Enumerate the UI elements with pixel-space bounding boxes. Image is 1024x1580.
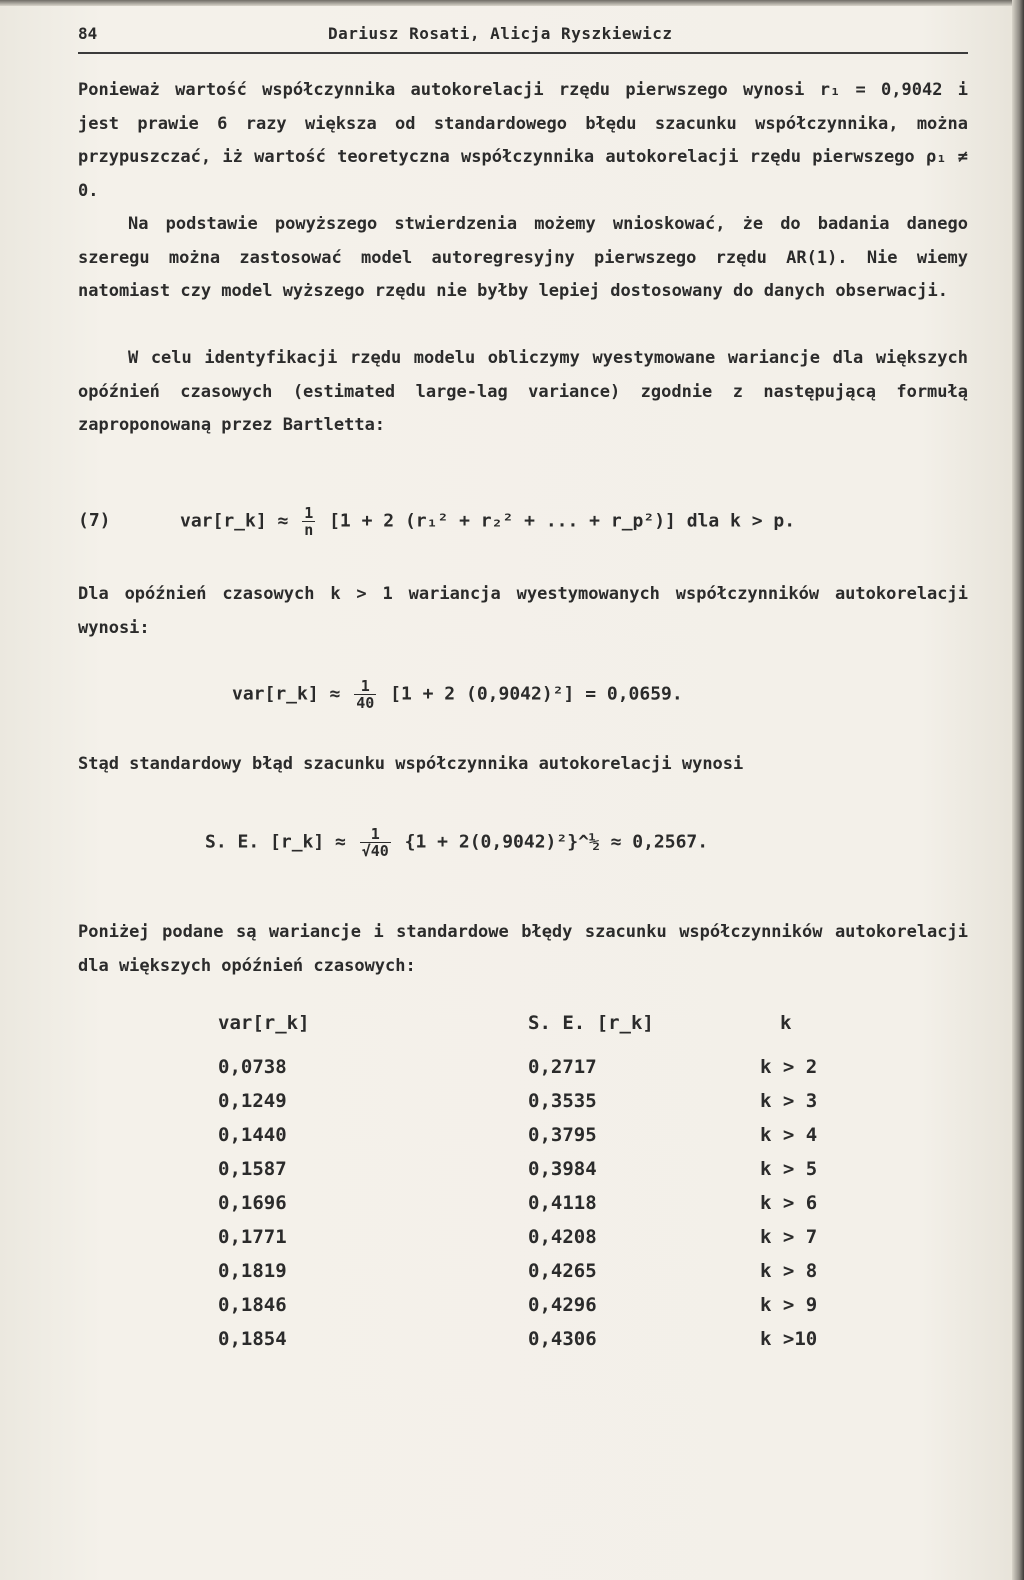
equation-7-fraction	[302, 505, 315, 538]
equation-7-numerator: 1	[304, 504, 314, 522]
paragraph-2: Na podstawie powyższego stwierdzenia możemy wnioskować, że do badania danego szeregu można zastosować model autoregresyjny pierwszego rzędu AR(1). Nie wiemy natomiast czy model wyższego rzędu nie byłby lepiej dostosowany do danych obserwacji.	[78, 214, 968, 301]
paragraph-1: Ponieważ wartość współczynnika autokorelacji rzędu pierwszego wynosi r₁ = 0,9042 i jest prawie 6 razy większa od standardowego błędu szacunku współczynnika, można przypuszczać, iż wartość teoretyczna współczynnika autokorelacji rzędu pierwszego ρ₁ ≠ 0.	[78, 80, 968, 201]
equation-7-label: (7)	[78, 510, 111, 531]
table-cell-k: k > 6	[760, 1192, 818, 1214]
table-header-k: k	[780, 1012, 792, 1034]
table-cell-standard-error: 0,4118	[528, 1192, 597, 1214]
paragraph-4: Dla opóźnień czasowych k > 1 wariancja wyestymowanych współczynników autokorelacji wynosi:	[78, 584, 968, 638]
equation-se-fraction	[360, 826, 391, 859]
equation-7-lhs: var[r_k] ≈	[180, 510, 289, 532]
table-cell-k: k > 2	[760, 1056, 818, 1078]
page-number: 84	[78, 24, 98, 43]
table-cell-k: k > 4	[760, 1124, 818, 1146]
table-header-standard-error: S. E. [r_k]	[528, 1012, 654, 1034]
page-right-edge	[1012, 0, 1024, 1580]
header-authors: Dariusz Rosati, Alicja Ryszkiewicz	[328, 24, 673, 43]
equation-variance-numerator: 1	[354, 678, 376, 695]
paragraph-3: W celu identyfikacji rzędu modelu obliczymy wyestymowane wariancje dla większych opóźnień czasowych (estimated large-lag variance) zgodnie z następującą formułą zaproponowaną przez Bartletta:	[78, 348, 968, 435]
table-cell-standard-error: 0,2717	[528, 1056, 597, 1078]
equation-se-numerator: 1	[360, 826, 391, 843]
equation-variance-fraction	[354, 678, 376, 711]
table-cell-variance: 0,1249	[218, 1090, 287, 1112]
table-header-variance: var[r_k]	[218, 1012, 310, 1034]
table-cell-variance: 0,1696	[218, 1192, 287, 1214]
equation-7-denominator: n	[304, 521, 314, 539]
equation-se-denominator: √40	[361, 842, 389, 860]
paragraph-5: Stąd standardowy błąd szacunku współczynnika autokorelacji wynosi	[78, 754, 744, 774]
table-cell-standard-error: 0,3984	[528, 1158, 597, 1180]
table-cell-standard-error: 0,3535	[528, 1090, 597, 1112]
page-top-edge	[0, 0, 1024, 6]
table-cell-standard-error: 0,4296	[528, 1294, 597, 1316]
equation-se-lhs: S. E. [r_k] ≈	[205, 831, 346, 853]
equation-variance-denominator: 40	[356, 694, 375, 712]
table-cell-k: k > 7	[760, 1226, 818, 1248]
equation-se-rhs: {1 + 2(0,9042)²}^½ ≈ 0,2567.	[404, 831, 709, 853]
table-cell-k: k > 3	[760, 1090, 818, 1112]
table-cell-variance: 0,1587	[218, 1158, 287, 1180]
table-cell-k: k > 5	[760, 1158, 818, 1180]
paragraph-6: Poniżej podane są wariancje i standardowe błędy szacunku współczynników autokorelacji dla większych opóźnień czasowych:	[78, 922, 968, 976]
table-cell-k: k > 8	[760, 1260, 818, 1282]
table-cell-variance: 0,1854	[218, 1328, 287, 1350]
equation-variance	[232, 678, 683, 711]
table-cell-standard-error: 0,4265	[528, 1260, 597, 1282]
equation-variance-rhs: [1 + 2 (0,9042)²] = 0,0659.	[390, 683, 683, 705]
table-cell-variance: 0,1846	[218, 1294, 287, 1316]
equation-standard-error	[205, 826, 708, 859]
table-cell-k: k >10	[760, 1328, 818, 1350]
table-cell-k: k > 9	[760, 1294, 818, 1316]
running-header	[78, 24, 968, 54]
table-cell-standard-error: 0,3795	[528, 1124, 597, 1146]
equation-variance-lhs: var[r_k] ≈	[232, 683, 341, 705]
equation-7	[180, 505, 795, 538]
table-cell-variance: 0,1819	[218, 1260, 287, 1282]
table-cell-standard-error: 0,4208	[528, 1226, 597, 1248]
equation-7-rhs: [1 + 2 (r₁² + r₂² + ... + r_p²)] dla k > p.	[329, 510, 796, 532]
table-cell-variance: 0,0738	[218, 1056, 287, 1078]
table-cell-standard-error: 0,4306	[528, 1328, 597, 1350]
table-cell-variance: 0,1440	[218, 1124, 287, 1146]
table-cell-variance: 0,1771	[218, 1226, 287, 1248]
